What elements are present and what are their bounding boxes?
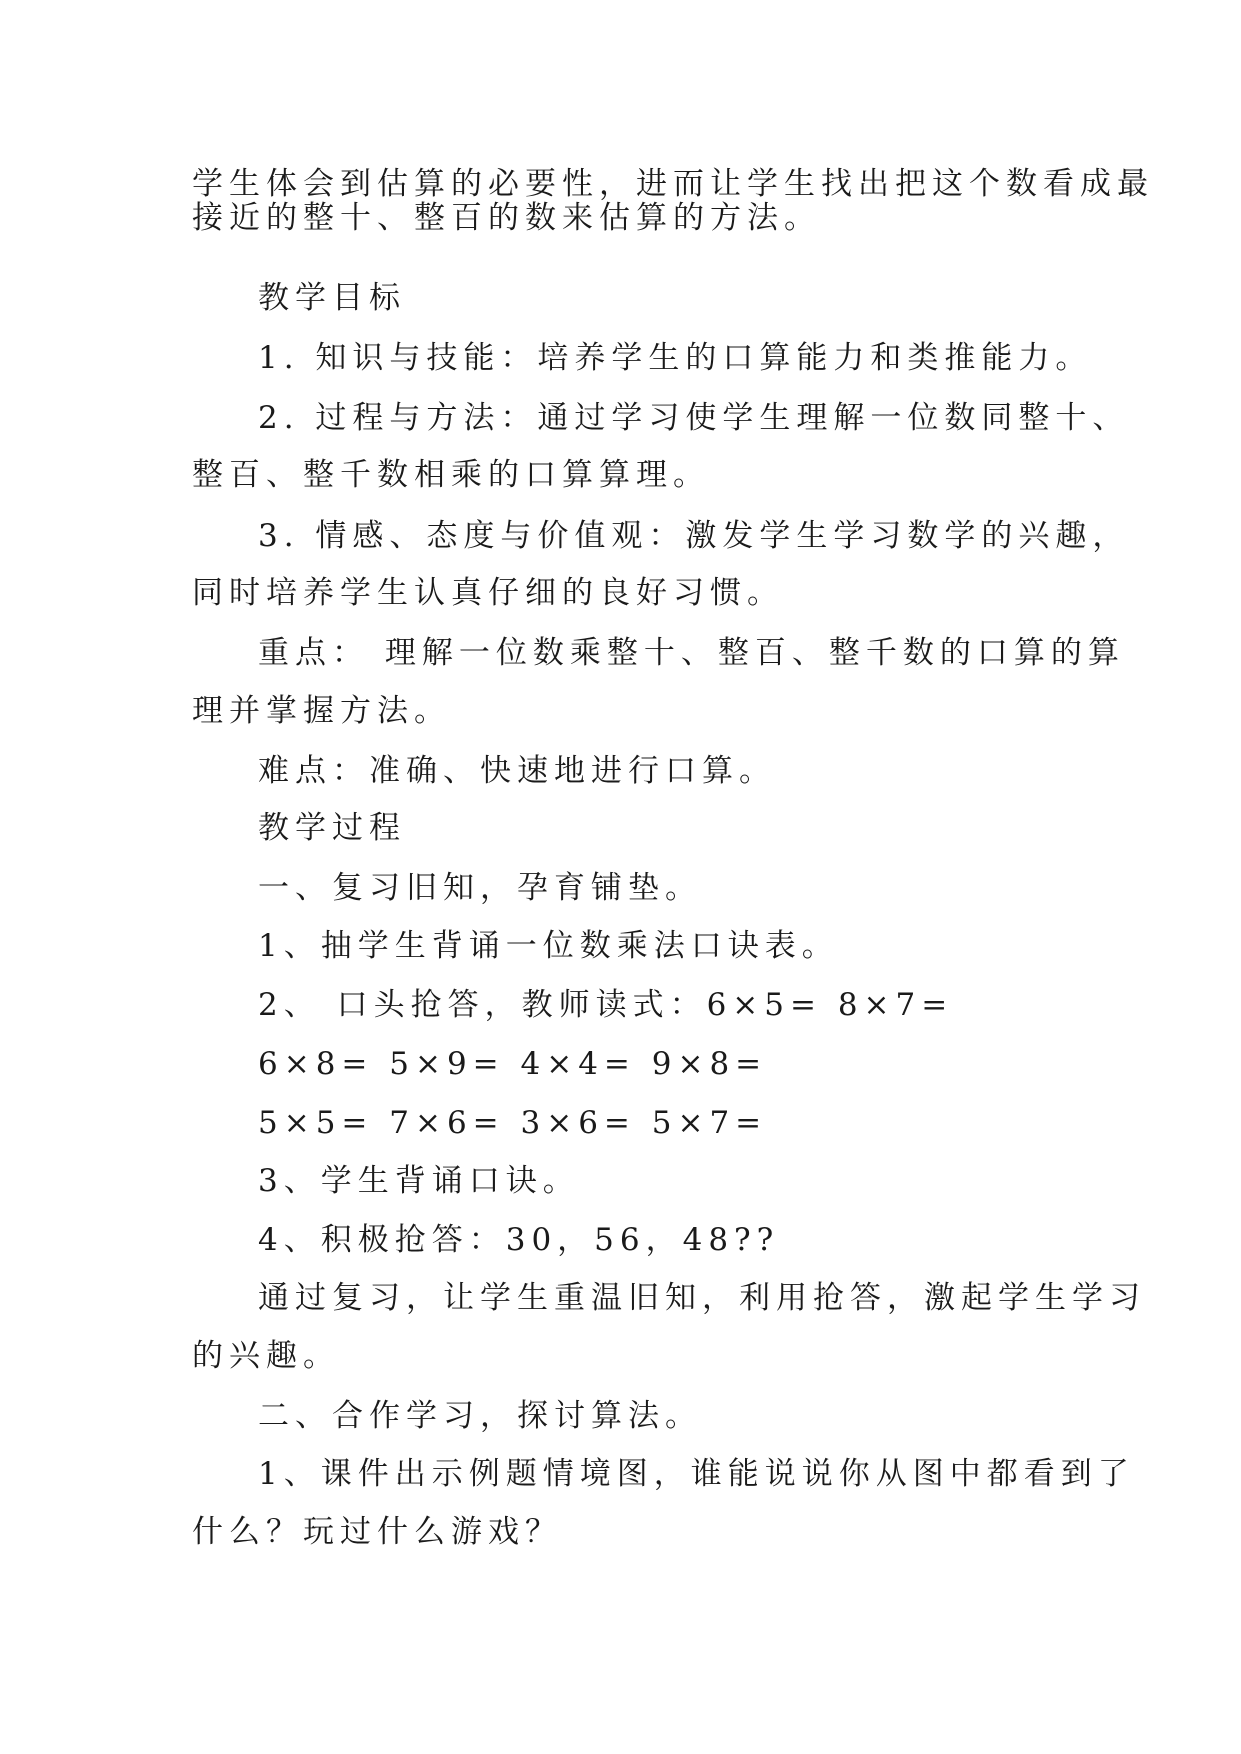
paragraph-line: 重点： 理解一位数乘整十、整百、整千数的口算的算 [258, 635, 1125, 671]
paragraph-line: 二、合作学习，探讨算法。 [258, 1398, 702, 1434]
section-heading-process: 教学过程 [258, 810, 406, 846]
paragraph-line: 接近的整十、整百的数来估算的方法。 [192, 200, 821, 236]
section-heading-objectives: 教学目标 [258, 280, 406, 316]
paragraph-line: 6×8= 5×9= 4×4= 9×8= [258, 1046, 768, 1082]
paragraph-line: 2、 口头抢答，教师读式：6×5= 8×7= [258, 987, 954, 1023]
paragraph-line: 同时培养学生认真仔细的良好习惯。 [192, 575, 784, 611]
paragraph-line: 1、课件出示例题情境图，谁能说说你从图中都看到了 [258, 1456, 1135, 1492]
paragraph-line: 5×5= 7×6= 3×6= 5×7= [258, 1105, 768, 1141]
paragraph-line: 3、学生背诵口诀。 [258, 1163, 580, 1199]
paragraph-line: 一、复习旧知，孕育铺垫。 [258, 870, 702, 906]
paragraph-line: 通过复习，让学生重温旧知，利用抢答，激起学生学习 [258, 1280, 1146, 1316]
paragraph-line: 2. 过程与方法：通过学习使学生理解一位数同整十、 [258, 400, 1130, 436]
paragraph-line: 难点：准确、快速地进行口算。 [258, 753, 776, 789]
paragraph-line: 整百、整千数相乘的口算算理。 [192, 457, 710, 493]
paragraph-line: 3. 情感、态度与价值观：激发学生学习数学的兴趣， [258, 518, 1130, 554]
paragraph-line: 1. 知识与技能：培养学生的口算能力和类推能力。 [258, 340, 1093, 376]
paragraph-line: 理并掌握方法。 [192, 693, 451, 729]
paragraph-line: 什么？玩过什么游戏？ [192, 1514, 562, 1550]
paragraph-line: 1、抽学生背诵一位数乘法口诀表。 [258, 928, 839, 964]
paragraph-line: 4、积极抢答：30，56，48?? [258, 1222, 780, 1258]
paragraph-line: 学生体会到估算的必要性，进而让学生找出把这个数看成最 [192, 166, 1154, 202]
paragraph-line: 的兴趣。 [192, 1338, 340, 1374]
